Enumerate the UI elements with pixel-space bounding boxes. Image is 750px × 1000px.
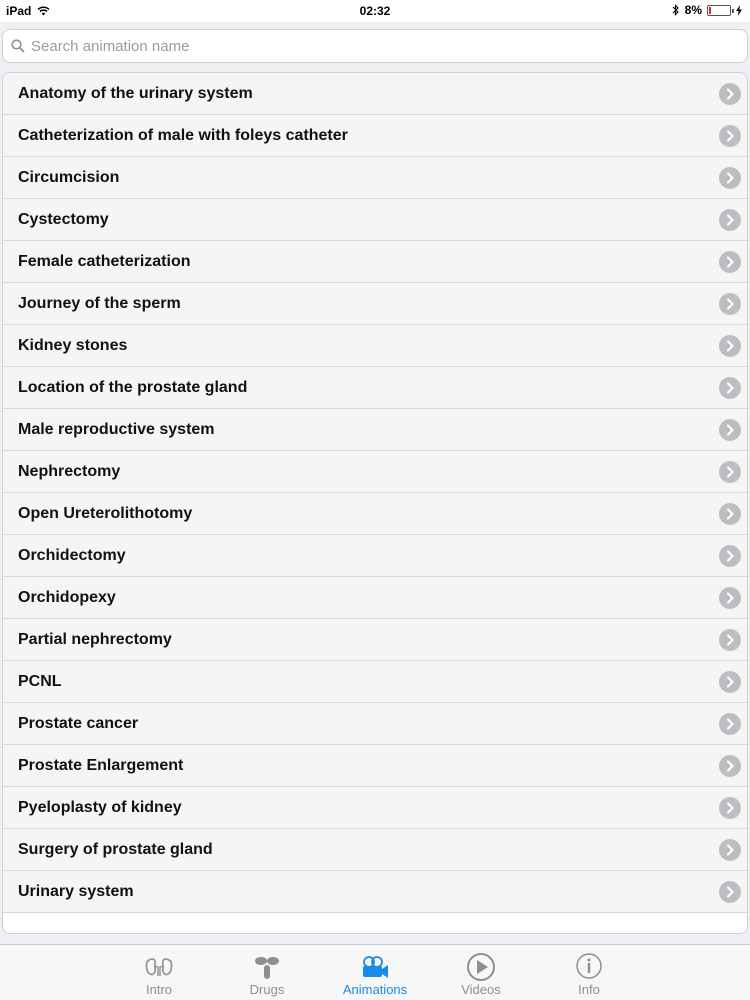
animation-list-item[interactable] [3,367,748,409]
tab-label: Intro [145,982,172,997]
charging-icon [736,5,742,16]
chevron-right-icon [719,419,741,441]
search-input[interactable] [31,38,711,55]
status-bar [0,0,750,22]
animation-list-item[interactable] [3,661,748,703]
animation-list-item[interactable] [3,451,748,493]
chevron-right-icon [719,83,741,105]
drugs-icon [252,952,282,982]
animation-list-item[interactable] [3,325,748,367]
tab-drugs[interactable] [222,945,312,1000]
animation-item-label: Location of the prostate gland [18,378,248,396]
animation-list [2,72,748,934]
animation-list-item[interactable] [3,73,748,115]
bluetooth-icon [672,4,680,16]
animation-item-label: Prostate Enlargement [18,756,184,774]
chevron-right-icon [719,377,741,399]
animation-list-item[interactable] [3,199,748,241]
status-time: 02:32 [359,4,391,18]
animation-item-label: Urinary system [18,882,134,900]
animation-list-item[interactable] [3,745,748,787]
chevron-right-icon [719,629,741,651]
info-icon [574,952,604,982]
chevron-right-icon [719,881,741,903]
chevron-right-icon [719,713,741,735]
animation-list-item[interactable] [3,577,748,619]
battery-percent: 8% [684,3,702,17]
chevron-right-icon [719,461,741,483]
tab-bar [0,944,750,1000]
chevron-right-icon [719,797,741,819]
animation-list-item[interactable] [3,115,748,157]
tab-label: Info [578,982,600,997]
chevron-right-icon [719,503,741,525]
chevron-right-icon [719,209,741,231]
animation-list-item[interactable] [3,493,748,535]
animation-item-label: Female catheterization [18,252,191,270]
tab-label: Animations [342,982,408,997]
tab-videos[interactable] [436,945,526,1000]
chevron-right-icon [719,335,741,357]
play-icon [466,952,496,982]
animation-item-label: Kidney stones [18,336,128,354]
animation-item-label: PCNL [18,672,62,690]
animation-list-item[interactable] [3,283,748,325]
animation-list-item[interactable] [3,241,748,283]
animation-item-label: Prostate cancer [18,714,139,732]
animation-list-item[interactable] [3,157,748,199]
animation-item-label: Cystectomy [18,210,109,228]
animation-item-label: Nephrectomy [18,462,121,480]
battery-level [709,7,711,14]
chevron-right-icon [719,167,741,189]
kidney-icon [144,952,174,982]
chevron-right-icon [719,839,741,861]
animation-list-item[interactable] [3,871,748,913]
animation-item-label: Partial nephrectomy [18,630,172,648]
animation-item-label: Open Ureterolithotomy [18,504,193,522]
device-name: iPad [6,4,32,18]
tab-label: Drugs [249,982,285,997]
chevron-right-icon [719,125,741,147]
animation-item-label: Journey of the sperm [18,294,181,312]
chevron-right-icon [719,545,741,567]
chevron-right-icon [719,587,741,609]
tab-intro[interactable] [114,945,204,1000]
chevron-right-icon [719,293,741,315]
animation-item-label: Male reproductive system [18,420,215,438]
animation-list-item[interactable] [3,409,748,451]
battery-icon [707,5,731,16]
animation-camera-icon [360,952,390,982]
tab-animations[interactable] [330,945,420,1000]
animation-list-item[interactable] [3,829,748,871]
animation-item-label: Anatomy of the urinary system [18,84,253,102]
animation-list-item[interactable] [3,703,748,745]
search-icon [11,39,25,53]
chevron-right-icon [719,671,741,693]
tab-label: Videos [461,982,501,997]
search-field[interactable] [2,29,748,63]
animation-item-label: Catheterization of male with foleys catheter [18,126,348,144]
animation-item-label: Orchidectomy [18,546,126,564]
chevron-right-icon [719,251,741,273]
animation-item-label: Orchidopexy [18,588,116,606]
animation-list-item[interactable] [3,619,748,661]
animation-list-item[interactable] [3,535,748,577]
chevron-right-icon [719,755,741,777]
animation-item-label: Surgery of prostate gland [18,840,213,858]
search-bar [0,22,750,70]
animation-item-label: Pyeloplasty of kidney [18,798,182,816]
tab-info[interactable] [544,945,634,1000]
animation-list-item[interactable] [3,787,748,829]
animation-item-label: Circumcision [18,168,120,186]
